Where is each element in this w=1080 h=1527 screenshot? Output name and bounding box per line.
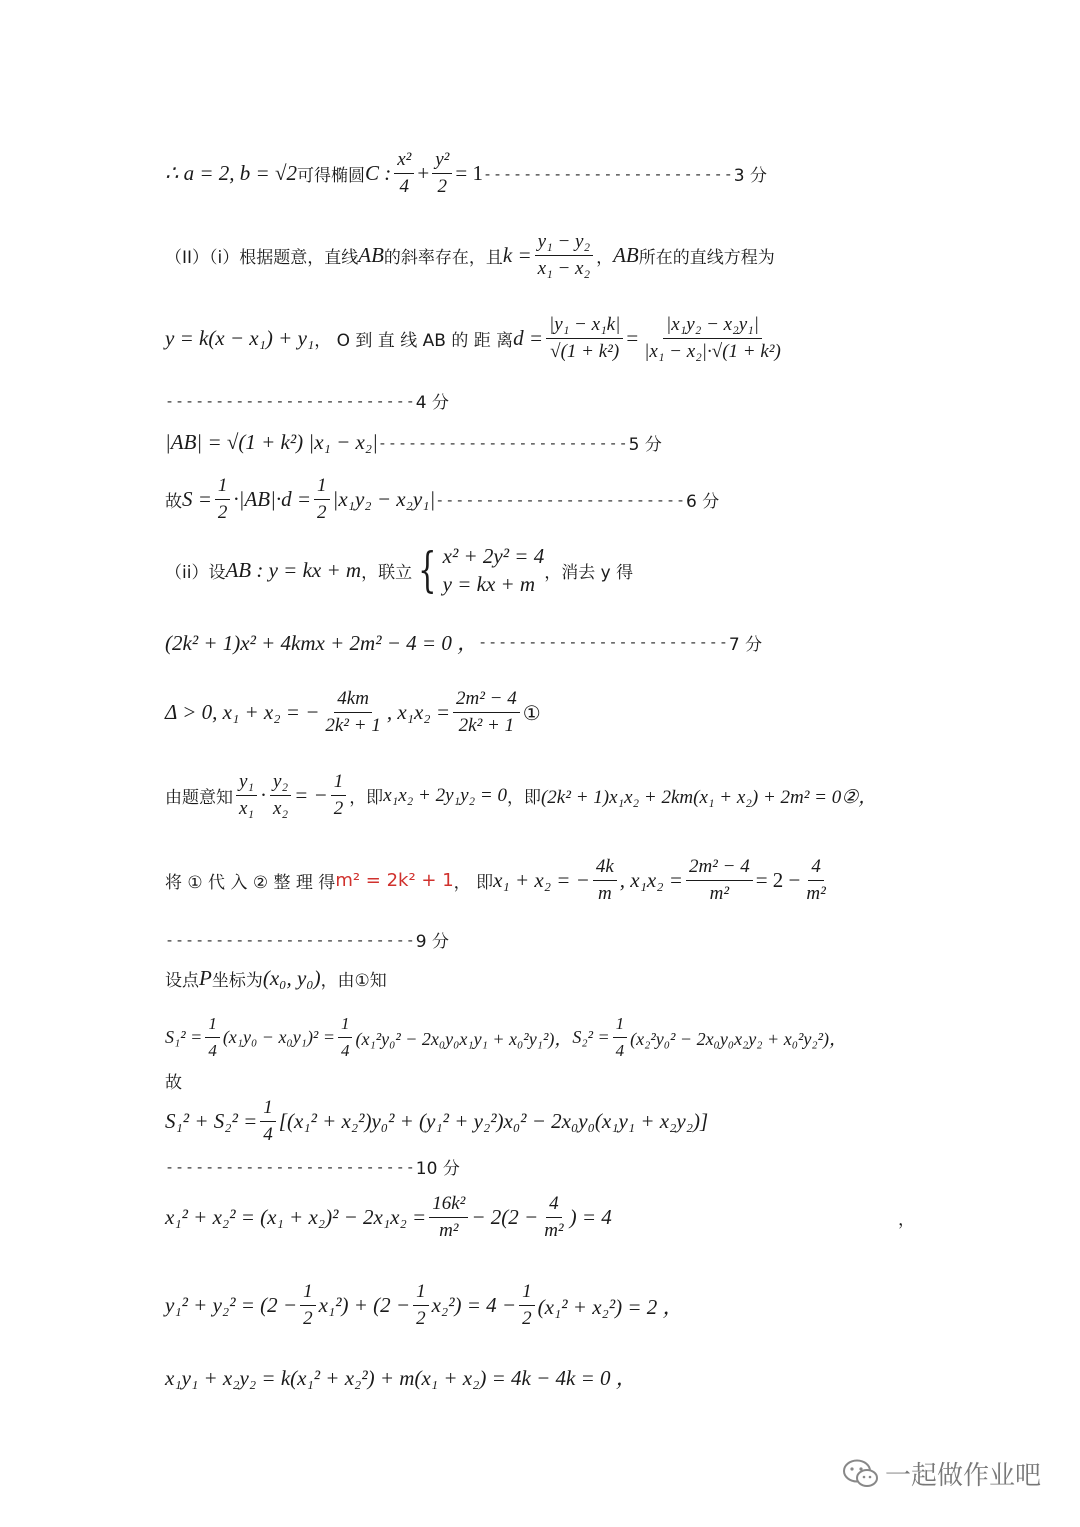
- line-xy-sum: x₁y₁ + x₂y₂ = k(x₁² + x₂²) + m(x₁ + x₂) = 4k − 4k = 0 ，: [165, 1366, 637, 1390]
- fraction: $\frac{\text{y₂}}{\text{x₂}}$: [270, 770, 291, 821]
- line-point-p: 设点 P 坐标为 (x₀, y₀) ，由①知: [165, 966, 387, 991]
- fraction: $\frac{1}{4}$: [338, 1012, 353, 1063]
- fraction: $\frac{\text{y₁}}{\text{x₁}}$: [236, 770, 257, 821]
- fraction: $\frac{1}{2}$: [314, 474, 330, 525]
- wechat-icon: [842, 1458, 882, 1490]
- fraction: $\frac{1}{2}$: [331, 770, 347, 821]
- line-ab-length: |AB| = √(1 + k²) |x₁ − x₂| ------------------------- 5 分: [165, 430, 662, 455]
- line-therefore: 故: [165, 1073, 182, 1093]
- fraction: $\frac{\text{16k²}}{\text{m²}}$: [429, 1192, 468, 1243]
- fraction: $\frac{1}{2}$: [413, 1280, 429, 1331]
- fraction: $\frac{\text{|y₁ − x₁k|}}{\text{√(1 + k²)}}$: [546, 313, 623, 364]
- fraction: $\frac{4}{\text{m²}}$: [544, 1193, 564, 1241]
- fraction: $\frac{4km}{\text{2k² + 1}}$: [325, 688, 381, 736]
- fraction: $\frac{\text{y²}}{2}$: [432, 148, 452, 199]
- line-condition: 由题意知 $\frac{\text{y₁}}{\text{x₁}}$ · $\frac{\text{y₂}}{\text{x₂}}$ = − $\frac{1}{2}$ ，即 x₁x₂ + 2y₁y₂ = 0 ，即 (2k² + 1)x₁x₂ + 2km(x₁ + x₂) + 2m² = 0②，: [165, 771, 878, 819]
- line-part2-intro: （II）（i）根据题意，直线 AB 的斜率存在，且 k = $\frac{\text{y₁ − y₂}}{\text{x₁ − x₂}}$ ， AB 所在的直线方程为: [165, 231, 775, 279]
- fraction: $\frac{1}{2}$: [519, 1280, 535, 1331]
- fraction: $\frac{\text{2m² − 4}}{\text{2k² + 1}}$: [453, 687, 520, 738]
- line-distance: y = k(x − x₁) + y₁ ， O 到 直 线 AB 的 距 离 d = $\frac{\text{|y₁ − x₁k|}}{\text{√(1 + k²)}}$ = $\frac{\text{|x₁y₂ − x₂y₁|}}{\text{|x₁ − x₂|·√(1 + k²)}}$: [165, 313, 787, 364]
- line-s-squares: S₁² = $\frac{1}{4}$ (x₁y₀ − x₀y₁)² = $\frac{1}{4}$ (x₁²y₀² − 2x₀y₀x₁y₁ + x₀²y₁²)， S₂² = $\frac{1}{4}$ (x₂²y₀² − 2x₀y₀x₂y₂ + x₀²y₂²)，: [165, 1012, 847, 1063]
- line-s-sum: S₁² + S₂² = $\frac{1}{4}$ [(x₁² + x₂²)y₀² + (y₁² + y₂²)x₀² − 2x₀y₀(x₁y₁ + x₂y₂)]: [165, 1097, 709, 1145]
- fraction: $\frac{4}{\text{m²}}$: [806, 856, 826, 904]
- fraction: $\frac{\text{x²}}{4}$: [394, 148, 414, 199]
- score-line-9: ------------------------- 9 分: [165, 930, 450, 952]
- equation-system: { x² + 2y² = 4 y = kx + m: [418, 542, 545, 598]
- fraction: $\frac{1}{2}$: [215, 474, 231, 525]
- score-line-10: ------------------------- 10 分: [165, 1157, 460, 1179]
- fraction: $\frac{1}{4}$: [260, 1096, 276, 1147]
- fraction: $\frac{\text{|x₁y₂ − x₂y₁|}}{\text{|x₁ − x₂|·√(1 + k²)}}$: [644, 314, 781, 362]
- watermark-text: 一起做作业吧: [885, 1461, 1042, 1491]
- score-line-4: ------------------------- 4 分: [165, 391, 450, 413]
- line-x-sum: x₁² + x₂² = (x₁ + x₂)² − 2x₁x₂ = $\frac{\text{16k²}}{\text{m²}}$ − 2(2 − $\frac{4}{\text{m²}}$ ) = 4 ，: [165, 1193, 915, 1241]
- line-substitute: 将 ① 代 入 ② 整 理 得 m² = 2k² + 1 ， 即 x₁ + x₂ = − $\frac{4k}{m}$ , x₁x₂ = $\frac{\text{2m² − 4}}{\text{m²}}$ = 2 − $\frac{4}{\text{m²}}$: [165, 855, 832, 906]
- line-ellipse-result: ∴ a = 2, b = √2 可得椭圆 C : $\frac{\text{x²}}{4}$ + $\frac{\text{y²}}{2}$ = 1 ------------------------- 3 分: [165, 149, 767, 197]
- fraction: $\frac{1}{2}$: [300, 1280, 316, 1331]
- highlight-result: m² = 2k² + 1: [335, 870, 454, 891]
- fraction: $\frac{1}{4}$: [613, 1012, 628, 1063]
- fraction: $\frac{4k}{m}$: [593, 855, 617, 906]
- line-system: （ii）设 AB : y = kx + m ，联立 { x² + 2y² = 4 y = kx + m ，消去 y 得: [165, 542, 634, 598]
- fraction: $\frac{1}{4}$: [205, 1012, 220, 1063]
- line-quadratic: (2k² + 1)x² + 4kmx + 2m² − 4 = 0 ， ------------------------- 7 分: [165, 631, 763, 655]
- line-area: 故 S = $\frac{1}{2}$ ·|AB|·d = $\frac{1}{2}$ |x₁y₂ − x₂y₁| ------------------------- 6 分: [165, 475, 720, 523]
- fraction: $\frac{\text{y₁ − y₂}}{\text{x₁ − x₂}}$: [535, 230, 593, 281]
- fraction: $\frac{\text{2m² − 4}}{\text{m²}}$: [686, 855, 753, 906]
- line-y-sum: y₁² + y₂² = (2 − $\frac{1}{2}$ x₁²) + (2 − $\frac{1}{2}$ x₂²) = 4 − $\frac{1}{2}$ (x₁² + x₂²) = 2 ，: [165, 1281, 684, 1329]
- line-vieta: Δ > 0, x₁ + x₂ = − $\frac{4km}{\text{2k² + 1}}$ , x₁x₂ = $\frac{\text{2m² − 4}}{\text{2k² + 1}}$ ①: [165, 688, 541, 736]
